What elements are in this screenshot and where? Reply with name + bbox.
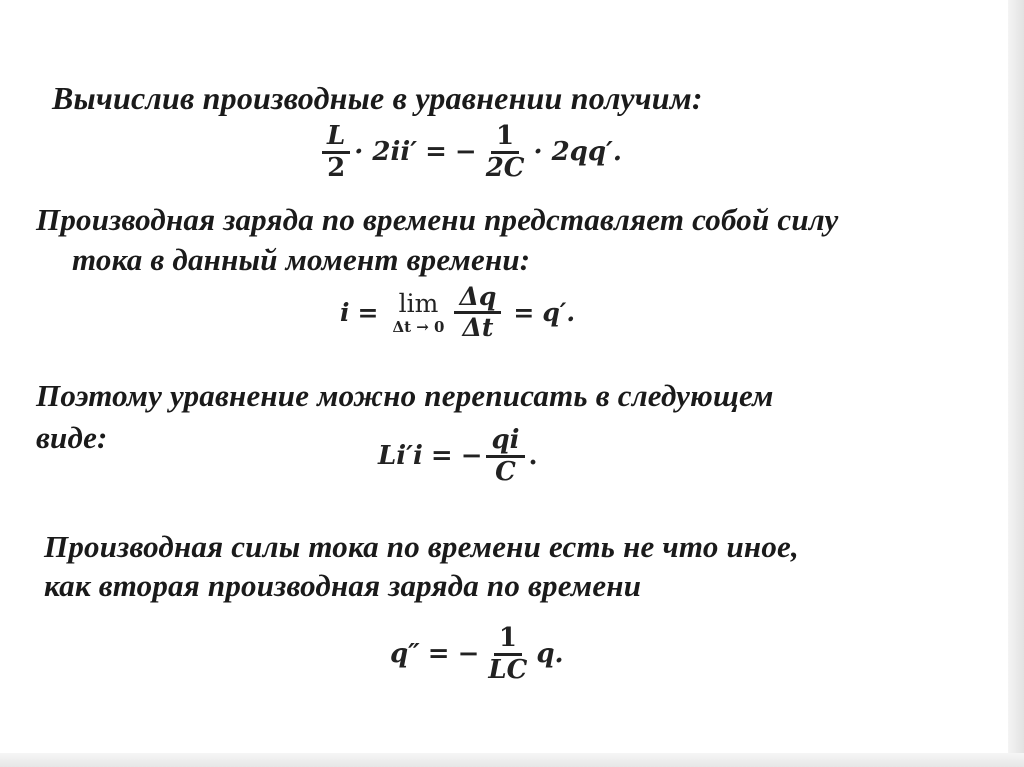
paragraph-rewrite-line1: Поэтому уравнение можно переписать в следующем: [36, 378, 774, 413]
formula4-lhs: q″: [390, 639, 420, 670]
paragraph-current-definition-line1: Производная заряда по времени представляет собой силу: [36, 202, 839, 237]
fraction-qi-over-c: $\frac{qi}{C}$: [486, 426, 524, 486]
equals-sign: =: [357, 297, 379, 327]
equals-sign: =: [430, 441, 453, 472]
fraction-l-over-2: $\frac{L}{2}$: [322, 122, 350, 182]
heading: Вычислив производные в уравнении получим:: [52, 80, 703, 116]
formula4-rhs: q.: [536, 639, 564, 670]
minus-sign: −: [460, 441, 483, 472]
formula-rewritten-equation: [378, 426, 538, 486]
formula-second-derivative: [390, 624, 564, 684]
limit-operator: lim Δt → 0: [392, 289, 445, 336]
slide-frame-bottom-edge: [0, 753, 1024, 767]
fraction-dq-over-dt: $\frac{\Delta q}{\Delta t}$: [454, 283, 501, 341]
formula3-lhs: Li′i: [378, 441, 423, 472]
slide-frame-right-edge: [1008, 0, 1024, 767]
minus-sign: −: [454, 137, 477, 168]
formula-energy-derivative: [318, 122, 622, 182]
formula-current-limit: [340, 283, 575, 341]
minus-sign: −: [457, 639, 480, 670]
fraction-1-over-lc: $\frac{1}{LC}$: [488, 623, 528, 685]
equals-sign: =: [427, 639, 450, 670]
paragraph-current-definition-line2: тока в данный момент времени:: [72, 242, 531, 277]
equals-sign: =: [425, 137, 447, 168]
paragraph-rewrite-line2: виде:: [36, 420, 108, 455]
paragraph-second-derivative-line1: Производная силы тока по времени есть не что иное,: [44, 529, 799, 564]
formula1-lhs-rest: · 2ii′: [354, 137, 418, 168]
formula3-tail: .: [528, 441, 538, 472]
equals-sign: =: [513, 297, 535, 327]
formula2-rhs: q′.: [542, 297, 576, 327]
paragraph-second-derivative-line2: как вторая производная заряда по времени: [44, 568, 642, 603]
formula2-lhs: i: [340, 297, 350, 327]
fraction-1-over-2c: $\frac{1}{2C}$: [485, 121, 525, 183]
formula1-rhs-rest: · 2qq′.: [533, 137, 622, 168]
